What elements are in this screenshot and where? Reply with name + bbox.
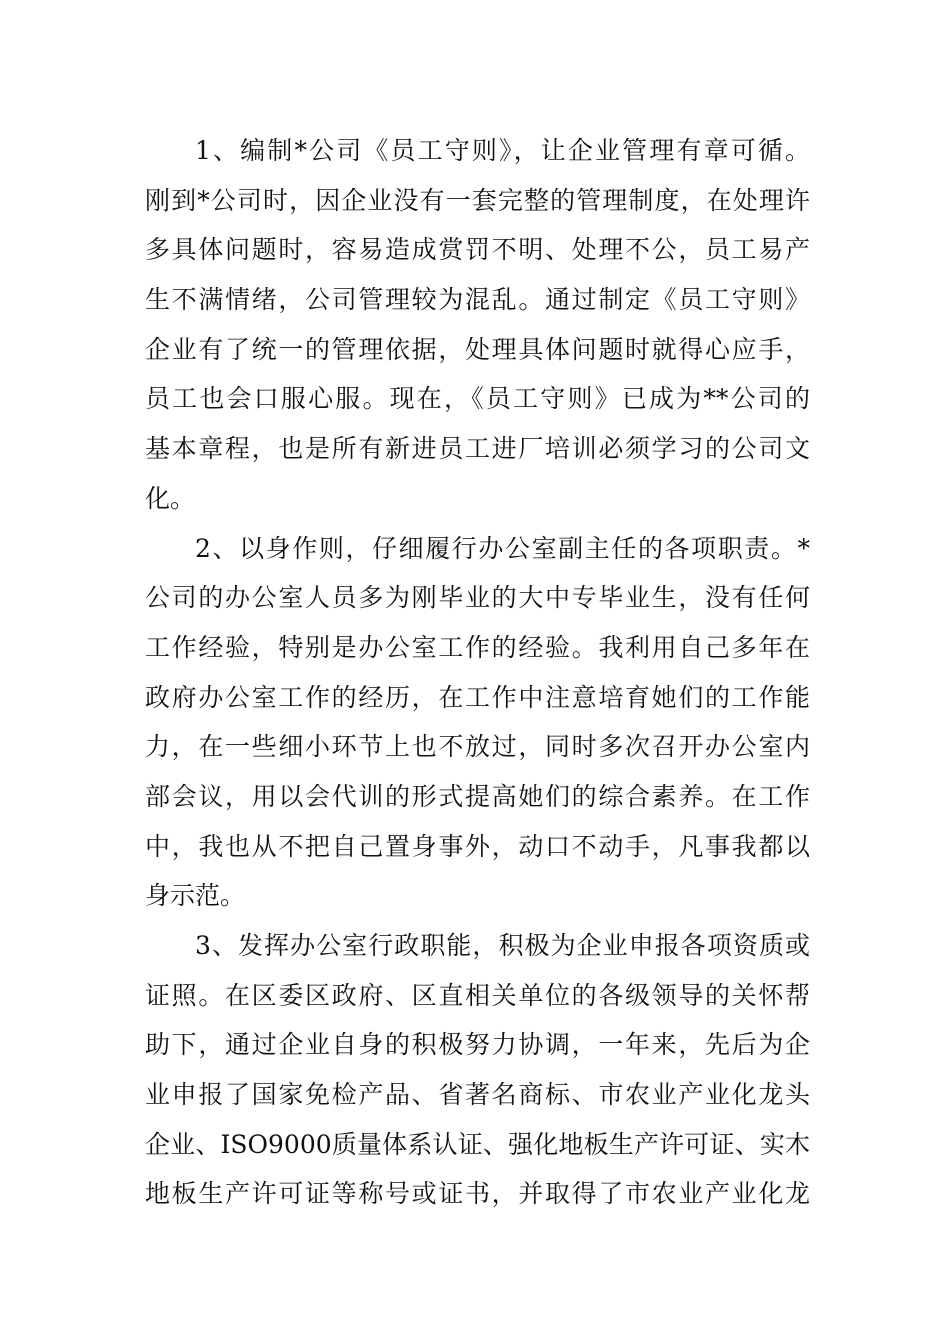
text-line: 中，我也从不把自己置身事外，动口不动手，凡事我都以	[145, 831, 810, 861]
text-line: 助下，通过企业自身的积极努力协调，一年来，先后为企	[145, 1030, 810, 1060]
text-line: 化。	[145, 483, 196, 513]
paragraph-1	[145, 126, 810, 524]
text-line: 多具体问题时，容易造成赏罚不明、处理不公，员工易产	[145, 235, 810, 265]
text-line: 基本章程，也是所有新进员工进厂培训必须学习的公司文	[145, 434, 810, 464]
text-line: 员工也会口服心服。现在，《员工守则》已成为**公司的	[145, 384, 810, 414]
text-line: 地板生产许可证等称号或证书，并取得了市农业产业化龙	[145, 1179, 810, 1209]
text-line: 公司的办公室人员多为刚毕业的大中专毕业生，没有任何	[145, 583, 810, 613]
text-line: 工作经验，特别是办公室工作的经验。我利用自己多年在	[145, 632, 810, 662]
paragraph-3	[145, 921, 810, 1219]
text-line: 证照。在区委区政府、区直相关单位的各级领导的关怀帮	[145, 980, 810, 1010]
body-text	[145, 126, 810, 1219]
text-line: 部会议，用以会代训的形式提高她们的综合素养。在工作	[145, 781, 810, 811]
text-line: 3、发挥办公室行政职能，积极为企业申报各项资质或	[195, 931, 810, 960]
text-line: 1、编制*公司《员工守则》，让企业管理有章可循。	[195, 136, 810, 165]
text-line: 刚到*公司时，因企业没有一套完整的管理制度，在处理许	[145, 185, 810, 215]
text-line: 2、以身作则，仔细履行办公室副主任的各项职责。*	[195, 533, 810, 563]
paragraph-2	[145, 524, 810, 922]
text-line: 力，在一些细小环节上也不放过，同时多次召开办公室内	[145, 732, 810, 762]
text-line: 政府办公室工作的经历，在工作中注意培育她们的工作能	[145, 682, 810, 712]
text-line: 企业有了统一的管理依据，处理具体问题时就得心应手，	[145, 334, 810, 364]
text-line: 身示范。	[145, 881, 246, 911]
text-line: 生不满情绪，公司管理较为混乱。通过制定《员工守则》	[145, 285, 810, 315]
text-line: 业申报了国家免检产品、省著名商标、市农业产业化龙头	[145, 1080, 810, 1110]
text-line: 企业、ISO9000质量体系认证、强化地板生产许可证、实木	[145, 1129, 810, 1159]
